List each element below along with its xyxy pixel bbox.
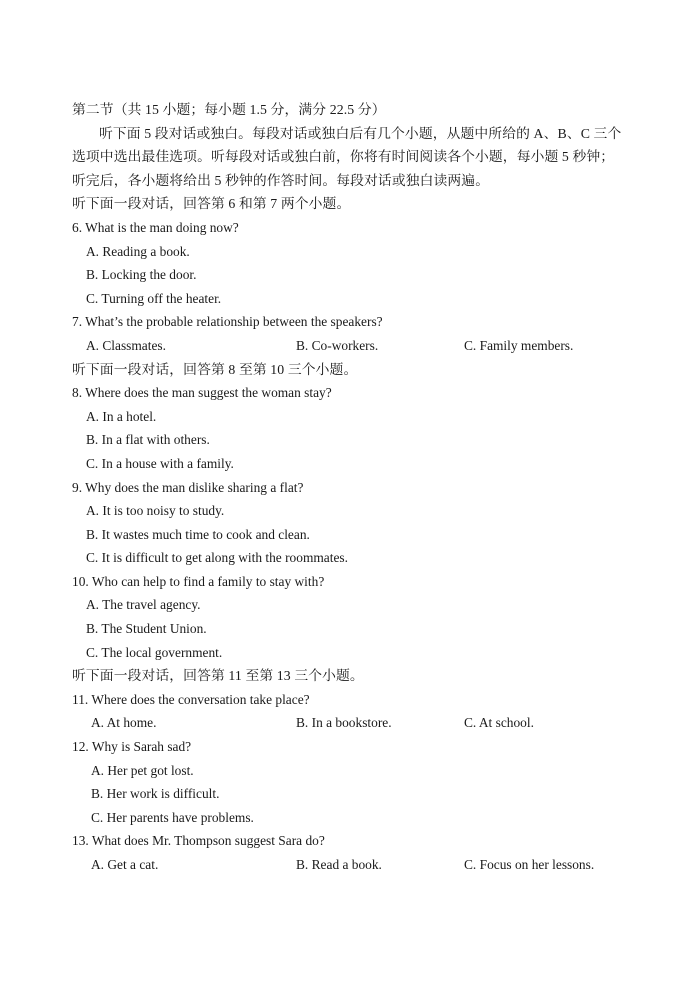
option-a: A. Her pet got lost.: [91, 762, 194, 778]
option-b: B. In a flat with others.: [86, 432, 210, 448]
instruction-line: 听完后，各小题将给出 5 秒钟的作答时间。每段对话或独白读两遍。: [72, 172, 490, 188]
options-row: [72, 334, 632, 358]
option-a: A. It is too noisy to study.: [86, 503, 225, 519]
question-text: 9. Why does the man dislike sharing a flat?: [72, 479, 304, 495]
option-b: B. Her work is difficult.: [91, 786, 220, 802]
question-text: 10. Who can help to find a family to stay with?: [72, 573, 325, 589]
option-b: B. In a bookstore.: [296, 715, 392, 731]
option-c: C. Family members.: [464, 337, 574, 353]
question-text: 12. Why is Sarah sad?: [72, 739, 192, 755]
option-c: C. It is difficult to get along with the roommates.: [86, 550, 348, 566]
option-c: C. Turning off the heater.: [86, 290, 222, 306]
exam-content: [72, 98, 632, 877]
group-intro: 听下面一段对话，回答第 8 至第 10 三个小题。: [72, 361, 358, 377]
option-a: A. Get a cat.: [91, 857, 159, 872]
question-text: 11. Where does the conversation take place?: [72, 691, 310, 707]
question-text: 6. What is the man doing now?: [72, 219, 239, 235]
section-heading: 第二节（共 15 小题；每小题 1.5 分，满分 22.5 分）: [72, 102, 386, 117]
instruction-line: 选项中选出最佳选项。听每段对话或独白前，你将有时间阅读各个小题，每小题 5 秒钟；: [72, 149, 615, 165]
options-row: [72, 853, 632, 877]
option-b: B. It wastes much time to cook and clean.: [86, 526, 310, 542]
option-c: C. The local government.: [86, 644, 223, 660]
options-row: [72, 711, 632, 735]
option-a: A. At home.: [91, 715, 157, 731]
option-a: A. In a hotel.: [86, 408, 157, 424]
option-c: C. Her parents have problems.: [91, 809, 254, 825]
option-a: A. Reading a book.: [86, 243, 190, 259]
question-text: 13. What does Mr. Thompson suggest Sara do?: [72, 833, 325, 849]
question-text: 8. Where does the man suggest the woman stay?: [72, 385, 332, 401]
option-c: C. At school.: [464, 715, 534, 731]
option-b: B. The Student Union.: [86, 621, 207, 637]
option-a: A. Classmates.: [86, 337, 166, 353]
option-b: B. Read a book.: [296, 857, 382, 872]
question-text: 7. What’s the probable relationship between the speakers?: [72, 314, 383, 330]
group-intro: 听下面一段对话，回答第 11 至第 13 三个小题。: [72, 668, 364, 684]
group-intro: 听下面一段对话，回答第 6 和第 7 两个小题。: [72, 196, 351, 212]
option-c: C. Focus on her lessons.: [464, 857, 595, 872]
option-c: C. In a house with a family.: [86, 455, 234, 471]
instruction-line: 听下面 5 段对话或独白。每段对话或独白后有几个小题，从题中所给的 A、B、C 三个: [99, 125, 622, 141]
option-b: B. Locking the door.: [86, 267, 197, 283]
option-b: B. Co-workers.: [296, 337, 379, 353]
option-a: A. The travel agency.: [86, 597, 201, 613]
